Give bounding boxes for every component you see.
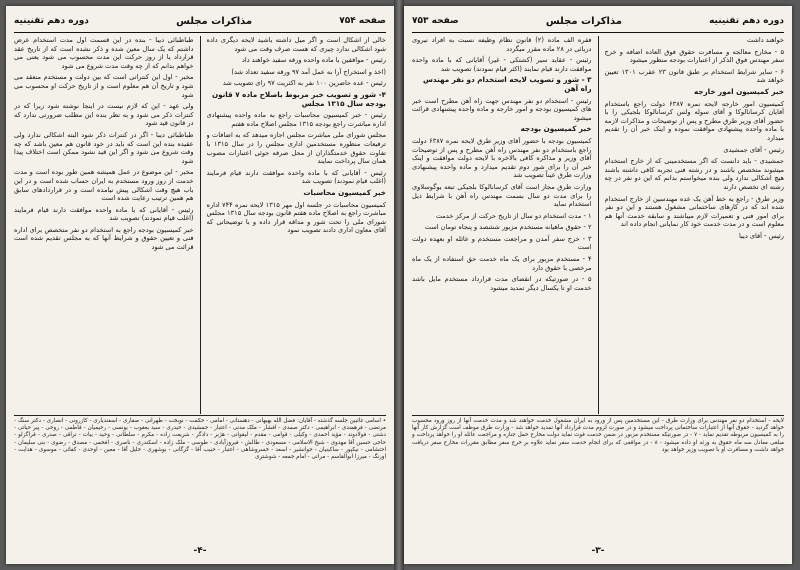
footnote-text: لایحه - استخدام دو نفر مهندس برای وزارت طرق - این مستخدمین پس از ورود به ایران مشغول خدمت خواهند شد و مدت خدمت آنها از روز ورود محسوب خواهد گردید - حقوق آنها از اعتبارات ساختمانی پرداخت میشود و در صورت لزوم مدت قرارداد آنها تمدید خواهد شد - وزارت طرق موظف است گزارش کار آنها را به کمیسیون مربوطه تقدیم نماید - ۷ - در صورتیکه مستخدم مزبور در ضمن خدمت فوت نماید دولت مخارج حمل جنازه و مراجعت عائله او را خواهد پرداخت و مبلغی معادل سه ماه حقوق به ورثه او داده میشود - ۸ - در مواقعی که برای انجام خدمت سفر نماید علاوه بر خرج سفر مطابق مقررات مخارج سفر دریافت خواهد داشت و مسافرت او با تصویب وزیر خواهد بود xyxy=(412,418,784,453)
footnotes xyxy=(14,415,386,540)
paragraph: رئیس - عده حاضرین ۱۰۰ نفر به اکثریت ۹۷ رای تصویب شد xyxy=(222,79,386,88)
paragraph: خبر کمیسیون بودجه راجع به استخدام دو نفر متخصص برای اداره فنی و تعیین حقوق و شرایط آنها که به مجلس تقدیم شده است قرائت می شود xyxy=(14,225,194,252)
paragraph: رئیس - عقاید سیر (کشتکی - غیر) آقایانی که با ماده واحده موافقت دارند قیام نمایند (اکثر قیام نمودند) تصویب شد xyxy=(412,56,592,73)
column-right xyxy=(412,36,592,414)
section-heading: ۳ - شور و تصویب لایحه استخدام دو نفر مهندس راه آهن xyxy=(423,75,592,93)
paragraph: رئیس - خبر کمیسیون محاسبات راجع به ماده واحده پیشنهادی اداره مباشرت راجع بودجه ۱۳۱۵ مجلس اصلاح ماده هفتم xyxy=(206,111,386,128)
paragraph: ۵ - در صورتیکه در انقضای مدت قرارداد مستخدم مایل باشد خدمت او تا یکسال دیگر تمدید میشود xyxy=(412,275,592,292)
paragraph: رئیس - آقایانی که با ماده واحده موافقت دارند قیام فرمایند (اغلب قیام نمودند) تصویب شد xyxy=(14,205,194,223)
paragraph: کمیسیون بودجه با حضور آقای وزیر طرق لایحه نمره ۶۳۸۷ دولت راجع باستخدام دو نفر مهندس راه آهن مطرح و پس از توضیحات آقای وزیر و مذاکره کافی بالاخره با لایحه دولت موافقت و اینک خبر آن را برای شور دوم تقدیم میدارد و ماده واحده پیشنهادی وزارت طرق عیناً تصویب شد xyxy=(412,136,592,180)
column-divider xyxy=(200,36,201,414)
page-label: صفحه ۷۵۳ xyxy=(412,16,459,26)
section-heading: خبر کمیسیون امور خارجه xyxy=(693,86,784,96)
paragraph: وزارت طرق مجاز است آقای کرسانالوکا بلجیکی تبعه یوگوسلاوی را برای مدت دو سال بسمت مهندس راه آهن با شرایط ذیل استخدام نماید xyxy=(412,182,592,209)
paragraph: طباطبائی دیبا - اگر در کنترات ذکر شود البته اشکالی ندارد ولی عقیده بنده این است که باید در خود قانون هم معین باشد که چه وقت شروع می شود و اگر این قید نشود ممکن است اختلاف پیدا شود xyxy=(14,130,194,165)
column-left xyxy=(605,36,785,414)
text-body xyxy=(412,36,784,414)
journal-title: مذاکرات مجلس xyxy=(176,15,253,27)
paragraph: کمیسیون محاسبات در جلسه اول مهر ۱۳۱۵ لایحه نمره ۷۴۴ اداره مباشرت راجع به اصلاح ماده هفتم قانون بودجه سال ۱۳۱۵ مجلس شورای ملی را تحت شور و مداقه قرار داده و با توضیحاتی که آقای معاون اداری دادند تصویب نمود xyxy=(206,200,386,235)
right-page xyxy=(404,6,792,564)
paragraph: وزیر طرق - راجع به خط آهن یک عده مهندسین از خارج استخدام شده اند که در کارهای ساختمانی مشغول هستند و این دو نفر برای امور فنی و تعمیرات لازم میباشند و سابقه خدمت آنها هم معلوم است و در مدت خدمت خود کار نمایانی انجام داده اند xyxy=(604,194,784,229)
text-body xyxy=(14,36,386,414)
column-divider xyxy=(598,36,599,414)
paragraph: (اخذ و استخراج آرا به عمل آمد ۹۷ ورقه سفید تعداد شد) xyxy=(231,67,386,76)
footnote-text: • اسامی غائبین جلسه گذشته - آقایان: فضل الله بهبهانی - دهستانی - امامی - حکمت - نوبخت - طهرانی - صفاری - اسفندیاری - کازرونی - انصاری - دکتر سنگ - مرتضی - فرهمندی - ابراهیمی - دکتر صمدی - افشار - ملک مدنی - اعتبار - جمشیدی - حیدری - سید یعقوب - یونسی - رحیمیان - فاطمی - روحی - پیر حیاتی - دشتی - فولادوند - مؤید احمدی - وکیلی - قوامی - مقدم - لیقوانی - هژبر - دادگر - شریعت زاده - مکرم - سلطانی - وحید - بیات - نراقی - صدری - قراگزلو - حاجی حسین آقا مهدوی - شیخ الاسلامی - مسعودی - طالش - فیروزآبادی - طوسی - ملک زاده - اسکندری - ناصری - افخمی - مصدق - رضوی - بنی سلیمان - احتشامی - نیکپور - ساکینیان - جوانشیر - اسعد - خسروشاهی - اعتبار - حبیب آقا - گرگانی - بوشهری - خلیل آقا - معین - اوحدی - کفائی - موسوی - هدایت - اورنگ - میرزا ابوالقاسم - مراتی - امام جمعه - شوشتری xyxy=(14,418,386,461)
section-heading: خبر کمیسیون بودجه xyxy=(520,124,592,134)
paragraph: رئیس - استخدام دو نفر مهندس جهت راه آهن مطرح است خبر های کمیسیون بودجه و امور خارجه و ماده واحده پیشنهادی قرائت میشود xyxy=(412,96,592,122)
paragraph: ۳ - خرج سفر آمدن و مراجعت مستخدم و عائله او بعهده دولت است xyxy=(412,234,592,252)
journal-title: مذاکرات مجلس xyxy=(545,15,622,27)
paragraph: رئیس - موافقین با ماده واحده ورقه سفید خواهند داد xyxy=(241,56,386,65)
page-header xyxy=(412,12,784,33)
section-heading: خبر کمیسیون محاسبات xyxy=(303,187,386,197)
paragraph: ۱ - مدت استخدام دو سال از تاریخ حرکت از مرکز خدمت xyxy=(435,211,592,220)
paragraph: فقره الف ماده (۲) قانون نظام وظیفه نسبت به افراد نیروی دریائی در ۲۸ ماده مقرر میگردد xyxy=(412,36,592,53)
paragraph: کمیسیون امور خارجه لایحه نمره ۶۳۸۷ دولت راجع باستخدام آقایان کرسانالوکا و آقای سوله ولس کرسانالوکا بلجیکی را با حضور آقای وزیر طرق مطرح و پس از توضیحات و مذاکرات لازمه با ماده واحده پیشنهادی موافقت نموده و اینک خبر آن را تقدیم میدارد xyxy=(604,99,784,142)
paragraph: ۶ - سایر شرایط استخدام بر طبق قانون ۲۳ عقرب ۱۳۰۱ تعیین خواهد شد xyxy=(604,67,784,85)
section-heading: ۴- شور و تصویب خبر مربوط باصلاح ماده ۷ قانون بودجه سال ۱۳۱۵ مجلس xyxy=(211,89,386,108)
page-header xyxy=(14,12,386,33)
paragraph: مخبر - این موضوع در عمل همیشه همین طور بوده است و مدت خدمت از روز ورود مستخدم به ایران حساب شده است و در این باب هیچ وقت اشکالی پیش نیامده است و در قراردادهای سابق هم همین ترتیب رعایت شده است xyxy=(14,168,194,203)
column-right xyxy=(14,36,194,414)
paragraph: ولی عهد - این که لازم نیست در اینجا نوشته شود زیرا که در کنترات ذکر می شود و به نظر بنده این مطلب ضرورتی ندارد که در قانون قید شود xyxy=(14,102,194,128)
page-number: -۳- xyxy=(591,546,605,556)
page-label: صفحه ۷۵۴ xyxy=(339,16,386,26)
footnotes xyxy=(412,415,784,540)
paragraph: رئیس - آقای جمشیدی xyxy=(723,145,784,154)
paragraph: طباطبائی دیبا - بنده در این قسمت اول مدت استخدام عرض داشتم که یک سال معین شده و ذکر نشده است که از تاریخ عقد قرارداد یا از روز حرکت این مدت محسوب می شود یعنی می خواهم بدانم که از چه وقت مدت شروع می شود xyxy=(14,36,194,70)
paragraph: جمشیدی - باید دانست که اگر مستخدمینی که از خارج استخدام میشوند متخصص باشند و در رشته فنی تجربه کافی داشته باشند هیچ اشکالی ندارد ولی بنده میخواستم بدانم که این دو نفر در چه رشته ای تخصص دارند xyxy=(604,157,784,191)
paragraph: رئیس - آقایانی که با ماده واحده موافقت دارند قیام فرمایند (اغلب قیام نمودند) تصویب شد xyxy=(206,168,386,186)
paragraph: ۵ - مخارج معالجه و مسافرت حقوق فوق العاده اضافه و خرج سفر مهندس فوق الذکر از اعتبارات بودجه منظور میشود xyxy=(604,47,784,65)
paragraph: خواهند داشت xyxy=(746,36,784,44)
paragraph: ۲ - حقوق ماهیانه مستخدم مزبور ششصد و پنجاه تومان است xyxy=(424,223,592,232)
session-label: دوره دهم تقنینیه xyxy=(14,16,89,26)
paragraph: ۴ - مستخدم مزبور برای یک ماه خدمت حق استفاده از یک ماه مرخصی با حقوق دارد xyxy=(412,255,592,272)
page-number: -۴- xyxy=(193,546,207,556)
paragraph: خالی از اشکال است و اگر میل داشته باشید لایحه دیگری داده شود اشکالی ندارد چیزی که هست صرف وقت می شود xyxy=(206,36,386,53)
paragraph: رئیس - آقای دیبا xyxy=(738,231,784,240)
session-label: دوره دهم تقنینیه xyxy=(709,16,784,26)
left-page xyxy=(6,6,394,564)
column-left xyxy=(207,36,387,414)
paragraph: مخبر - اول این کنتراتی است که بین دولت و مستخدم منعقد می شود و تاریخ آن هم معلوم است و از تاریخ حرکت او محسوب می شود xyxy=(14,73,194,99)
paragraph: مجلس شورای ملی مباشرت مجلس اجازه میدهد که به اضافات و ترفیعات منظوره مستخدمین اداری مجلس را در سال ۱۳۱۵ با تفاوت حقوق خدمتگذاران از محل صرفه جوئی اعتبارات مصوب همان سال پرداخت نمایند xyxy=(206,131,386,166)
book-gutter xyxy=(394,0,404,570)
